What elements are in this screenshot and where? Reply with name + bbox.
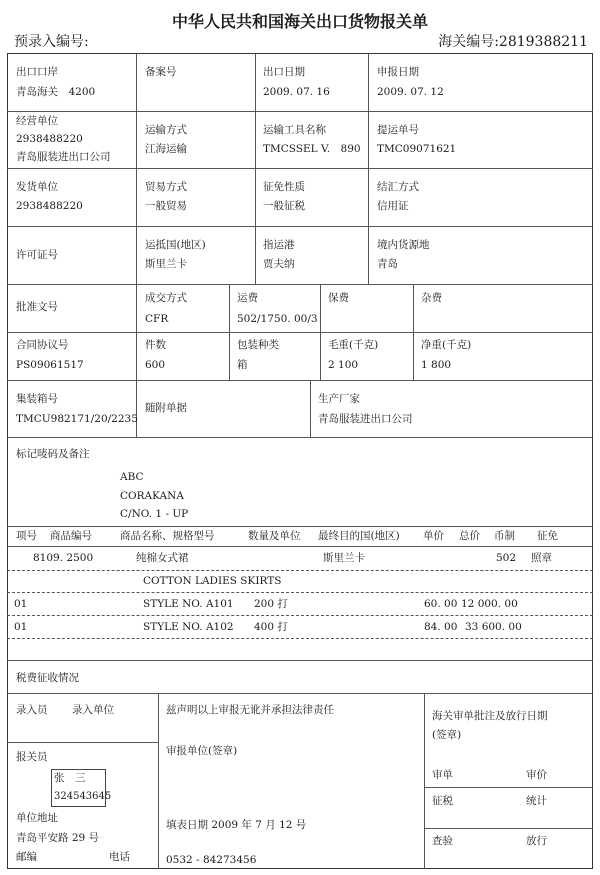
customs-approval-label: 海关审单批注及放行日期 xyxy=(432,710,548,722)
settlement-label: 结汇方式 xyxy=(377,181,419,193)
col-header-qty: 数量及单位 xyxy=(248,530,301,542)
container-label: 集装箱号 xyxy=(16,393,58,405)
phone-value: 0532 - 84273456 xyxy=(166,854,257,866)
row-divider xyxy=(7,660,593,661)
col-header-exempt: 征免 xyxy=(537,530,558,542)
freight-value: 502/1750. 00/3 xyxy=(237,313,318,325)
release-label: 放行 xyxy=(526,835,547,847)
row-divider xyxy=(424,787,593,788)
operator-name: 青岛服装进出口公司 xyxy=(16,151,111,163)
contract-value: PS09061517 xyxy=(16,359,84,371)
col-header-price: 单价 xyxy=(423,530,444,542)
pack-type-label: 包装种类 xyxy=(237,339,279,351)
form-title: 中华人民共和国海关出口货物报关单 xyxy=(171,12,428,31)
row-divider xyxy=(7,742,158,743)
item-code: 8109. 2500 xyxy=(33,552,94,564)
row-divider xyxy=(7,380,593,381)
row-divider xyxy=(7,332,593,333)
col-header-name: 商品名称、规格型号 xyxy=(120,530,215,542)
entry-clerk-label: 录入员 xyxy=(16,704,48,716)
dashed-divider xyxy=(7,615,593,616)
marks-line: CORAKANA xyxy=(120,490,184,502)
shipper-value: 2938488220 xyxy=(16,200,83,212)
item-qty: 400 打 xyxy=(254,621,288,633)
net-weight-label: 净重(千克) xyxy=(421,339,472,351)
row-divider xyxy=(424,828,593,829)
dashed-divider xyxy=(7,570,593,571)
item-name: STYLE NO. A102 xyxy=(143,621,234,633)
row-divider xyxy=(7,111,593,112)
dest-port-label: 指运港 xyxy=(263,239,295,251)
item-no: 01 xyxy=(14,598,28,610)
transport-mode-value: 江海运输 xyxy=(145,143,187,155)
col-divider xyxy=(136,53,137,284)
postcode-label: 邮编 xyxy=(16,851,37,863)
customs-number xyxy=(438,31,588,51)
pack-type-value: 箱 xyxy=(237,359,248,371)
price-review-label: 审价 xyxy=(526,769,547,781)
tax-nature-value: 一般征税 xyxy=(263,200,305,212)
declaration-text: 兹声明以上审报无讹并承担法律责任 xyxy=(166,704,334,716)
record-no-label: 备案号 xyxy=(145,66,177,78)
gross-weight-value: 2 100 xyxy=(328,359,359,371)
net-weight-value: 1 800 xyxy=(421,359,452,371)
documents-label: 随附单据 xyxy=(145,402,187,414)
packages-label: 件数 xyxy=(145,339,166,351)
dest-country-value: 斯里兰卡 xyxy=(145,258,187,270)
declare-date-value: 2009. 07. 12 xyxy=(377,86,444,98)
col-divider xyxy=(310,380,311,437)
settlement-value: 信用证 xyxy=(377,200,409,212)
col-header-country: 最终目的国(地区) xyxy=(318,530,400,542)
bl-no-value: TMC09071621 xyxy=(377,143,457,155)
origin-value: 青岛 xyxy=(377,258,398,270)
item-no: 01 xyxy=(14,621,28,633)
insurance-label: 保费 xyxy=(328,292,349,304)
col-header-code: 商品编号 xyxy=(50,530,92,542)
row-divider xyxy=(7,284,593,285)
row-divider xyxy=(7,526,593,527)
container-value: TMCU982171/20/2235 xyxy=(16,413,138,425)
col-divider xyxy=(320,284,321,380)
row-divider xyxy=(7,168,593,169)
customs-seal-label: (签章) xyxy=(432,729,462,741)
approval-label: 批准文号 xyxy=(16,301,58,313)
broker-label: 报关员 xyxy=(16,751,48,763)
operator-label: 经营单位 xyxy=(16,115,58,127)
dashed-divider xyxy=(7,638,593,639)
manufacturer-label: 生产厂家 xyxy=(318,393,360,405)
shipper-label: 发货单位 xyxy=(16,181,58,193)
tax-nature-label: 征免性质 xyxy=(263,181,305,193)
freight-label: 运费 xyxy=(237,292,258,304)
license-label: 许可证号 xyxy=(16,249,58,261)
item-name: 纯棉女式裙 xyxy=(136,552,189,564)
misc-label: 杂费 xyxy=(421,292,442,304)
col-header-no: 项号 xyxy=(16,530,37,542)
phone-label: 电话 xyxy=(109,851,130,863)
item-price: 84. 00 xyxy=(424,621,458,633)
pre-entry-label: 预录入编号: xyxy=(14,34,89,50)
col-divider xyxy=(424,693,425,869)
item-country: 斯里兰卡 xyxy=(323,552,365,564)
item-price: 60. 00 xyxy=(424,598,458,610)
dest-port-value: 贾夫纳 xyxy=(263,258,295,270)
levy-label: 征税 xyxy=(432,795,453,807)
export-port-value: 青岛海关 4200 xyxy=(16,86,96,98)
dest-country-label: 运抵国(地区) xyxy=(145,239,206,251)
origin-label: 境内货源地 xyxy=(377,239,430,251)
col-divider xyxy=(229,284,230,380)
address-label: 单位地址 xyxy=(16,812,58,824)
gross-weight-label: 毛重(千克) xyxy=(328,339,379,351)
col-header-currency: 币制 xyxy=(494,530,515,542)
terms-label: 成交方式 xyxy=(145,292,187,304)
contract-label: 合同协议号 xyxy=(16,339,69,351)
item-currency: 502 xyxy=(496,552,517,564)
terms-value: CFR xyxy=(145,313,169,325)
entry-unit-label: 录入单位 xyxy=(72,704,114,716)
broker-name: 张 三 xyxy=(54,772,86,784)
inspection-label: 查验 xyxy=(432,835,453,847)
transport-mode-label: 运输方式 xyxy=(145,124,187,136)
declare-date-label: 申报日期 xyxy=(377,66,419,78)
review-label: 审单 xyxy=(432,769,453,781)
item-name: STYLE NO. A101 xyxy=(143,598,234,610)
col-divider xyxy=(158,693,159,869)
declaration-form xyxy=(7,53,593,869)
col-header-total: 总价 xyxy=(459,530,480,542)
marks-label: 标记唛码及备注 xyxy=(16,448,90,460)
col-divider xyxy=(368,53,369,284)
item-total: 33 600. 00 xyxy=(465,621,522,633)
address-value: 青岛平安路 29 号 xyxy=(16,832,100,844)
declarant-seal-label: 审报单位(签章) xyxy=(166,745,238,757)
customs-number-value: 2819388211 xyxy=(498,34,588,50)
trade-mode-value: 一般贸易 xyxy=(145,200,187,212)
row-divider xyxy=(7,226,593,227)
statistics-label: 统计 xyxy=(526,795,547,807)
operator-code: 2938488220 xyxy=(16,133,83,145)
row-divider xyxy=(7,546,593,547)
row-divider xyxy=(7,437,593,438)
col-divider xyxy=(255,53,256,284)
export-port-label: 出口口岸 xyxy=(16,66,58,78)
customs-number-label: 海关编号: xyxy=(438,34,499,50)
vessel-value: TMCSSEL V. 890 xyxy=(263,143,361,155)
item-name: COTTON LADIES SKIRTS xyxy=(143,575,282,587)
item-qty: 200 打 xyxy=(254,598,288,610)
marks-line: ABC xyxy=(120,471,144,483)
manufacturer-value: 青岛服装进出口公司 xyxy=(318,413,413,425)
dashed-divider xyxy=(7,592,593,593)
fill-date: 填表日期 2009 年 7 月 12 号 xyxy=(166,819,307,831)
export-date-value: 2009. 07. 16 xyxy=(263,86,330,98)
packages-value: 600 xyxy=(145,359,166,371)
col-divider xyxy=(413,284,414,380)
vessel-label: 运输工具名称 xyxy=(263,124,326,136)
row-divider xyxy=(7,693,593,694)
bl-no-label: 提运单号 xyxy=(377,124,419,136)
marks-line: C/NO. 1 - UP xyxy=(120,508,189,520)
trade-mode-label: 贸易方式 xyxy=(145,181,187,193)
item-total: 12 000. 00 xyxy=(461,598,518,610)
item-exempt: 照章 xyxy=(531,552,552,564)
tax-label: 税费征收情况 xyxy=(16,672,79,684)
export-date-label: 出口日期 xyxy=(263,66,305,78)
broker-id: 324543645 xyxy=(54,791,112,802)
